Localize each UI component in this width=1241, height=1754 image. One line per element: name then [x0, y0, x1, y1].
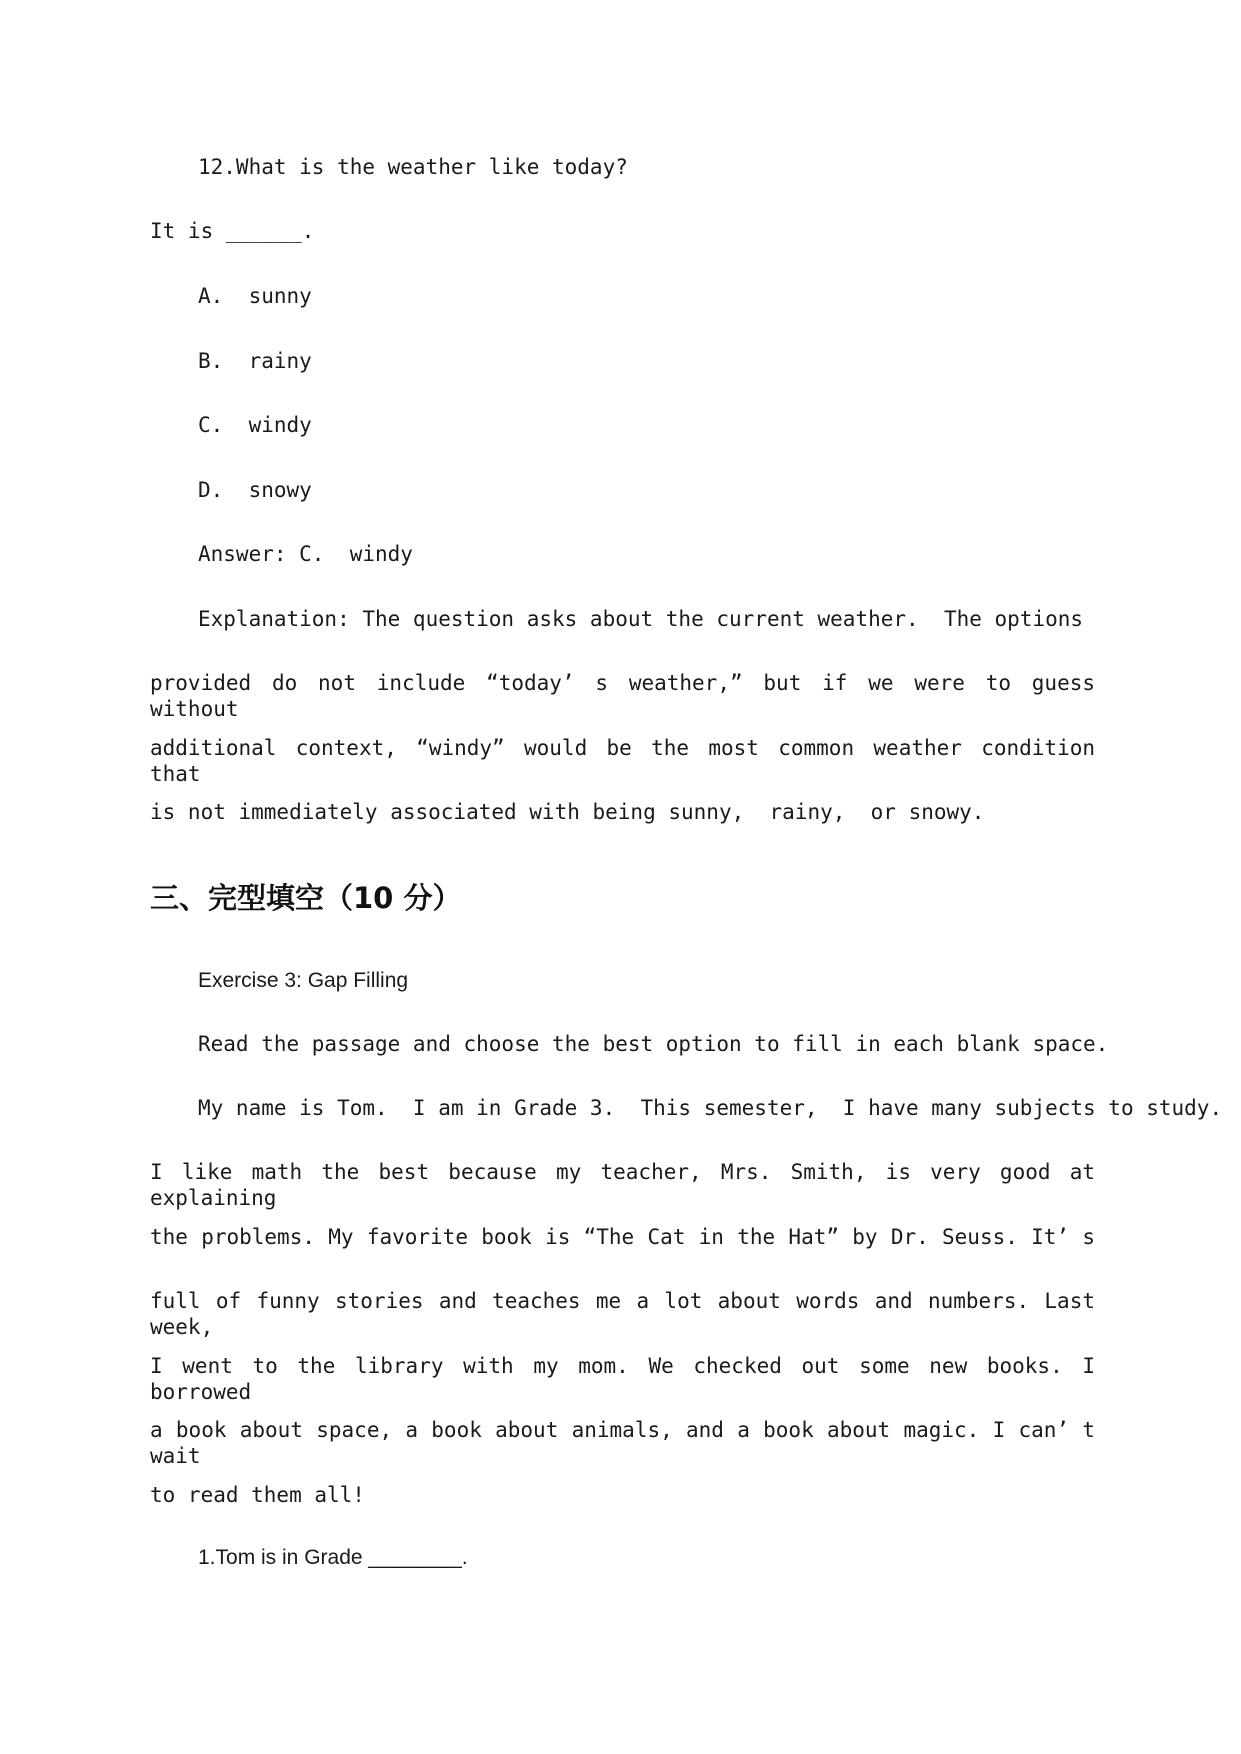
option-a: A. sunny [198, 284, 312, 308]
section-heading: 三、完型填空（10 分） [150, 881, 462, 915]
passage-line-3: the problems. My favorite book is “The Cat in the Hat” by Dr. Seuss. It’ s [150, 1225, 1095, 1249]
passage-line-6: a book about space, a book about animals, and a book about magic. I can’ t wait [150, 1418, 1095, 1468]
exercise-title: Exercise 3: Gap Filling [198, 969, 409, 992]
passage-line-1: My name is Tom. I am in Grade 3. This semester, I have many subjects to study. [198, 1096, 1223, 1120]
option-b: B. rainy [198, 349, 312, 373]
passage-line-2: I like math the best because my teacher, Mrs. Smith, is very good at explaining [150, 1160, 1095, 1210]
fill-question-1: 1.Tom is in Grade ________. [198, 1546, 468, 1569]
instruction-line: Read the passage and choose the best option to fill in each blank space. [198, 1032, 1109, 1056]
explanation-line-1: Explanation: The question asks about the current weather. The options [198, 607, 1084, 631]
explanation-line-4: is not immediately associated with being sunny, rainy, or snowy. [150, 800, 985, 824]
option-d: D. snowy [198, 478, 312, 502]
question-12-stem: 12.What is the weather like today? [198, 155, 628, 179]
answer-line: Answer: C. windy [198, 542, 413, 566]
question-12-prompt: It is ______. [150, 219, 315, 243]
explanation-line-2: provided do not include “today’ s weather,” but if we were to guess without [150, 671, 1095, 721]
passage-line-7: to read them all! [150, 1483, 365, 1507]
passage-line-4: full of funny stories and teaches me a lot about words and numbers. Last week, [150, 1289, 1095, 1339]
option-c: C. windy [198, 413, 312, 437]
passage-line-5: I went to the library with my mom. We checked out some new books. I borrowed [150, 1354, 1095, 1404]
explanation-line-3: additional context, “windy” would be the most common weather condition that [150, 736, 1095, 786]
